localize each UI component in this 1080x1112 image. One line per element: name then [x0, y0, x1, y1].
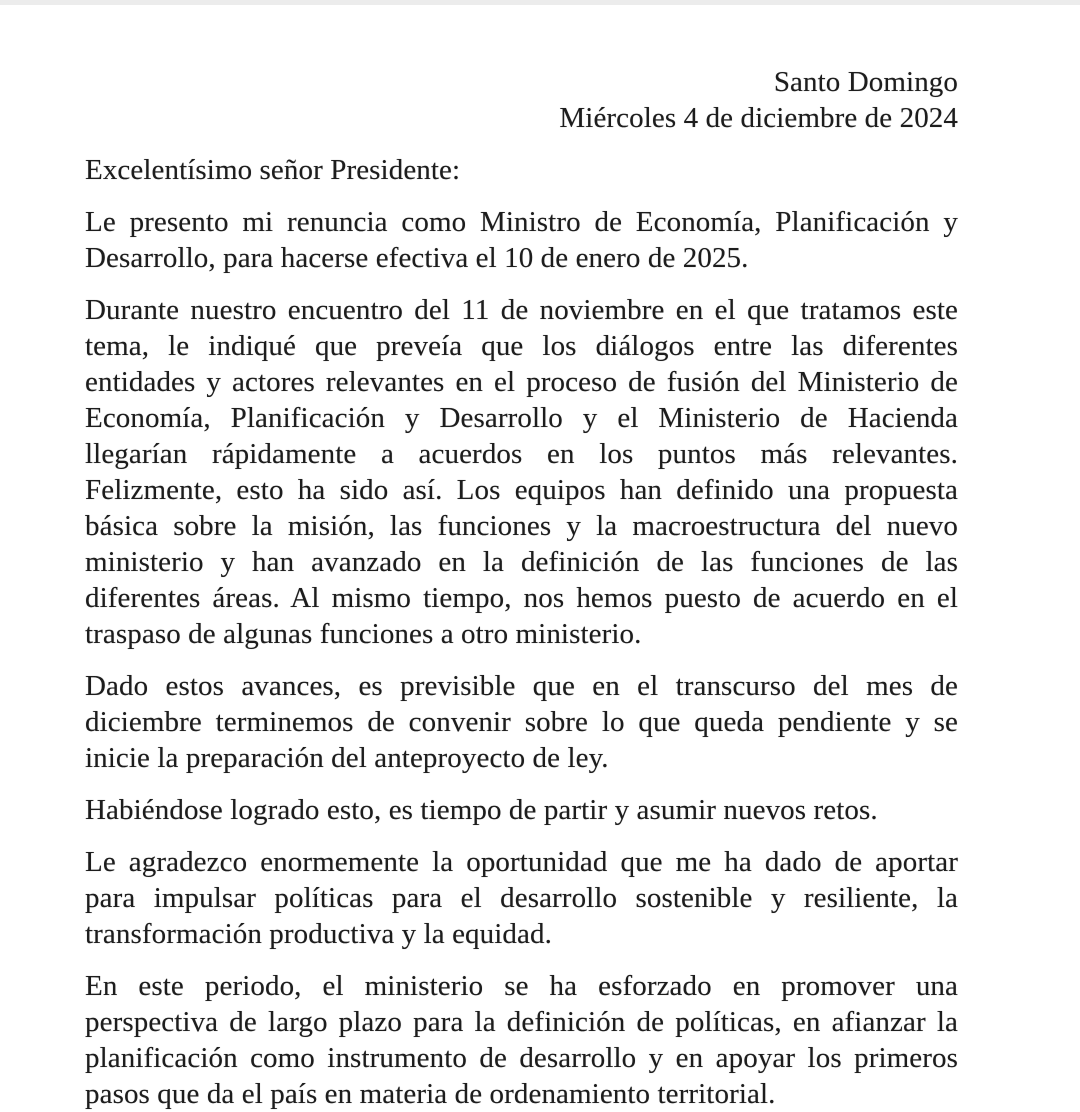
letter-page: [85, 64, 958, 1112]
letter-paragraph-5: Le agradezco enormemente la oportunidad que me ha dado de aportar para impulsar políticas para el desarrollo sostenible y resiliente, la transformación productiva y la equidad.: [85, 846, 958, 950]
letter-paragraph-4: Habiéndose logrado esto, es tiempo de partir y asumir nuevos retos.: [85, 794, 878, 826]
dateline-date: Miércoles 4 de diciembre de 2024: [559, 102, 958, 134]
dateline: [85, 64, 958, 136]
letter-paragraph-3: Dado estos avances, es previsible que en el transcurso del mes de diciembre terminemos de convenir sobre lo que queda pendiente y se inicie la preparación del anteproyecto de ley.: [85, 670, 958, 774]
dateline-place: Santo Domingo: [773, 66, 958, 98]
salutation: Excelentísimo señor Presidente:: [85, 154, 461, 186]
letter-paragraph-2: Durante nuestro encuentro del 11 de noviembre en el que tratamos este tema, le indiqué que preveía que los diálogos entre las diferentes entidades y actores relevantes en el proceso de fusión del Ministerio de Economía, Planificación y Desarrollo y el Ministerio de Hacienda llegarían rápidamente a acuerdos en los puntos más relevantes. Felizmente, esto ha sido así. Los equipos han definido una propuesta básica sobre la misión, las funciones y la macroestructura del nuevo ministerio y han avanzado en la definición de las funciones de las diferentes áreas. Al mismo tiempo, nos hemos puesto de acuerdo en el traspaso de algunas funciones a otro ministerio.: [85, 294, 958, 650]
scan-edge-artifact: [0, 0, 1080, 5]
letter-paragraph-1: Le presento mi renuncia como Ministro de Economía, Planificación y Desarrollo, para hacerse efectiva el 10 de enero de 2025.: [85, 206, 958, 274]
letter-paragraph-6: En este periodo, el ministerio se ha esforzado en promover una perspectiva de largo plazo para la definición de políticas, en afianzar la planificación como instrumento de desarrollo y en apoyar los primeros pasos que da el país en materia de ordenamiento territorial.: [85, 970, 958, 1110]
